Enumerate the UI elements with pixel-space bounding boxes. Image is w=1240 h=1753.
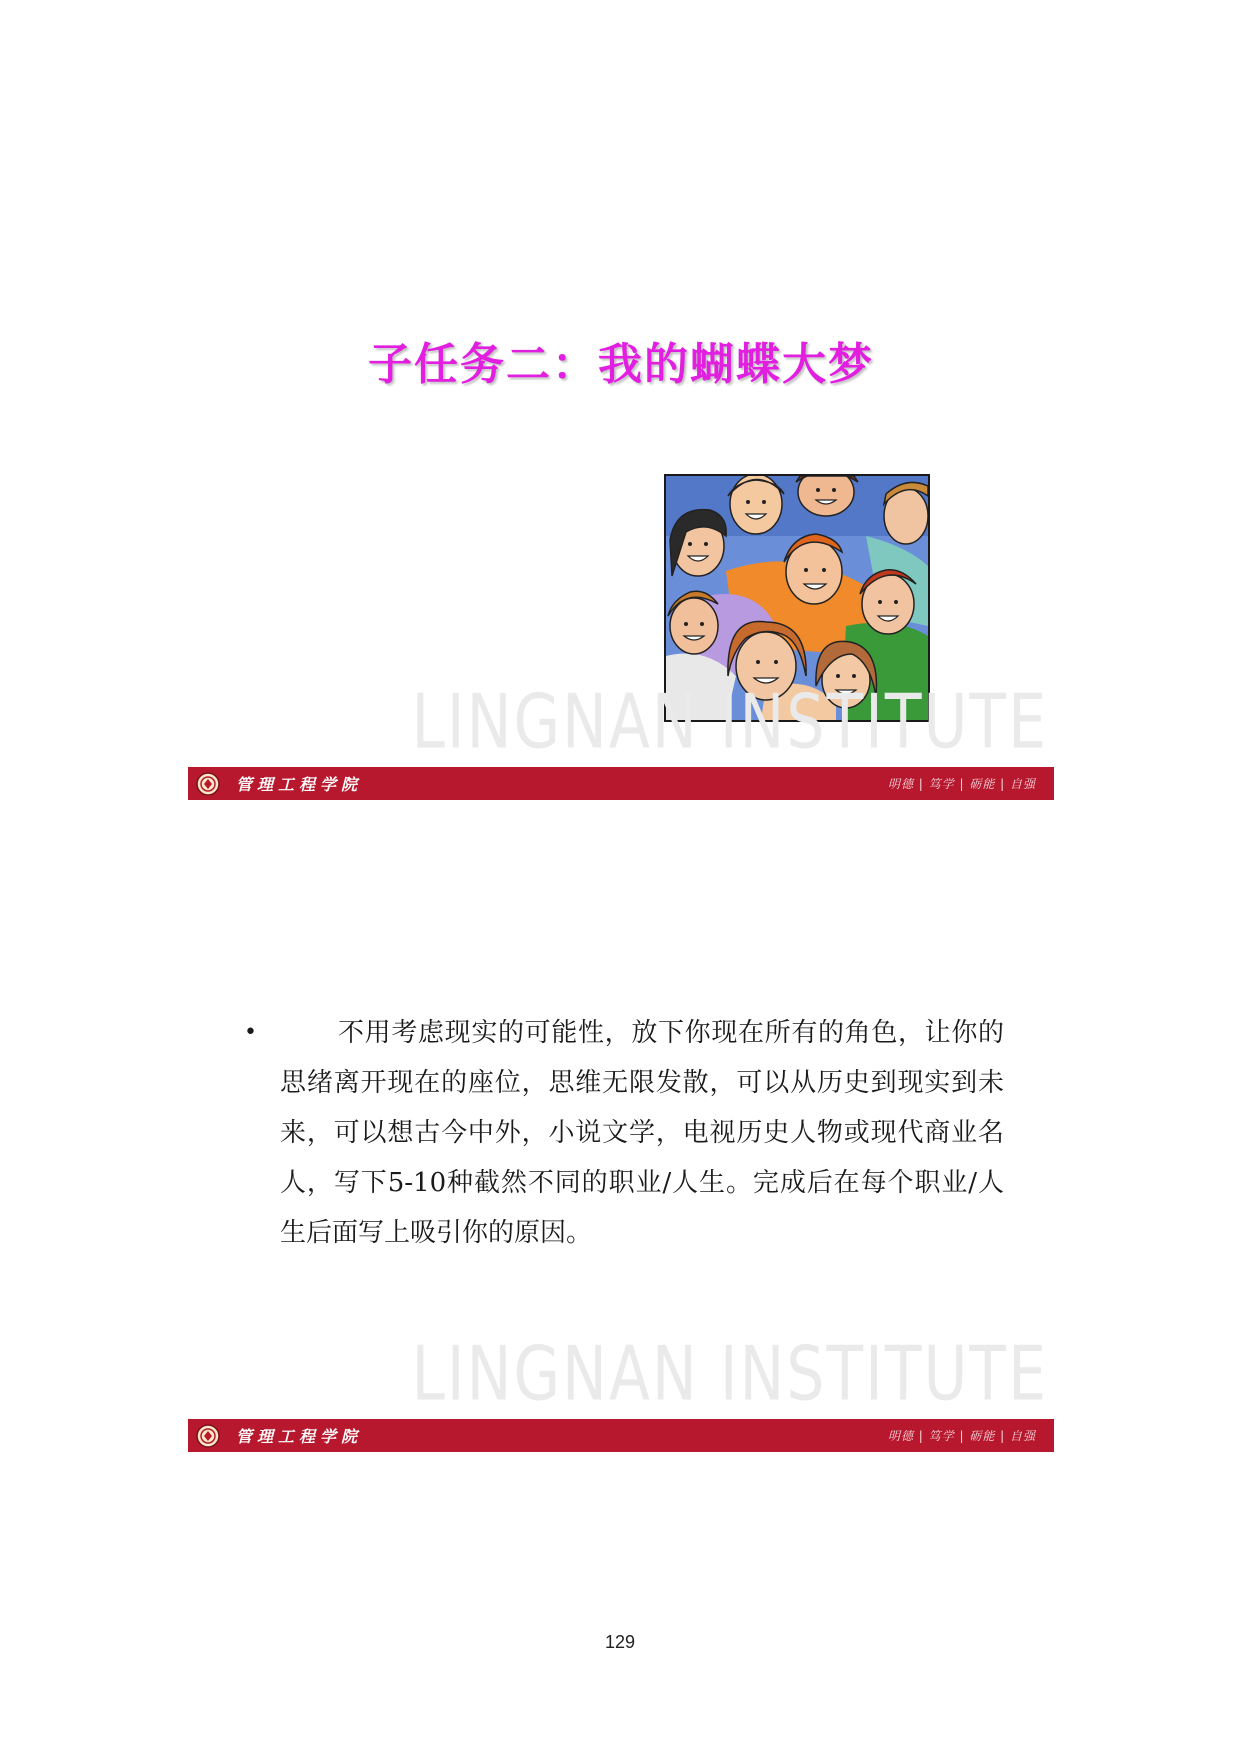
college-name: 管理工程学院 [236,775,363,794]
college-seal-icon [196,1424,220,1448]
page-number: 129 [604,1632,636,1652]
footer-bar [188,1419,1054,1452]
watermark: LINGNAN INSTITUTE [411,1330,1048,1418]
footer-bar [188,767,1054,800]
slide-title: 子任务二：我的蝴蝶大梦 [368,339,874,390]
college-name: 管理工程学院 [236,1427,363,1446]
college-motto: 明德 | 笃学 | 砺能 | 自强 [887,1429,1036,1443]
bullet-text: 不用考虑现实的可能性，放下你现在所有的角色，让你的思绪离开现在的座位，思维无限发散，可以从历史到现实到未来，可以想古今中外，小说文学，电视历史人物或现代商业名人，写下5-10种截然不同的职业/人生。完成后在每个职业/人生后面写上吸引你的原因。 [280,1018,1004,1248]
college-motto: 明德 | 笃学 | 砺能 | 自强 [887,777,1036,791]
slide-1 [188,148,1054,800]
college-seal-icon [196,772,220,796]
watermark: LINGNAN INSTITUTE [411,678,1048,766]
slide-content [244,1008,1004,1258]
bullet-marker: • [244,1020,257,1045]
slide-2 [188,800,1054,1452]
